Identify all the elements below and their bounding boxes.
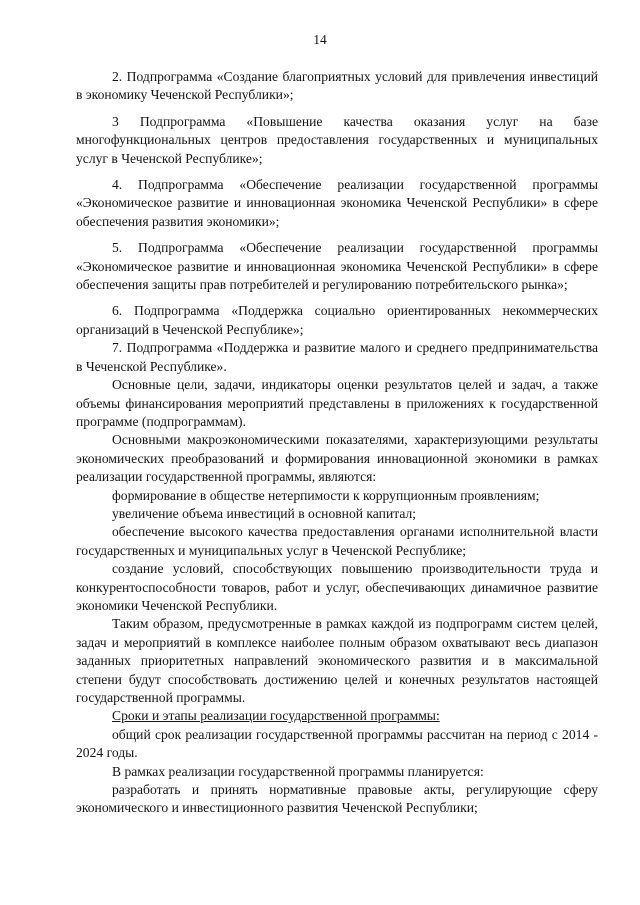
paragraph-conclusion: Таким образом, предусмотренные в рамках каждой из подпрограмм систем целей, задач и мероприятий в комплексе наиболее полным образом охватывают весь диапазон заданных приоритетных направлений экономического развития и в максимальной степени будут способствовать достижению целей и конечных результатов настоящей государственной программы.	[76, 616, 598, 705]
paragraph-subprogram-4: 4. Подпрограмма «Обеспечение реализации государственной программы «Экономическое развитие и инновационная экономика Чеченской Республики» в сфере обеспечения развития экономики»;	[76, 177, 598, 229]
list-item-legal-acts: разработать и принять нормативные правовые акты, регулирующие сферу экономического и инвестиционного развития Чеченской Республики;	[76, 782, 598, 816]
list-item-service-quality: обеспечение высокого качества предоставления органами исполнительной власти государственных и муниципальных услуг в Чеченской Республике;	[76, 524, 598, 558]
paragraph-subprogram-5: 5. Подпрограмма «Обеспечение реализации государственной программы «Экономическое развитие и инновационная экономика Чеченской Республики» в сфере обеспечения защиты прав потребителей и регулированию потребительского рынка»;	[76, 240, 598, 293]
paragraph-subprogram-7: 7. Подпрограмма «Поддержка и развитие малого и среднего предпринимательства в Чеченской Республике».	[76, 340, 598, 374]
section-heading-timeline-text: Сроки и этапы реализации государственной программы:	[112, 708, 440, 724]
paragraph-subprogram-2: 2. Подпрограмма «Создание благоприятных условий для привлечения инвестиций в экономику Чеченской Республики»;	[76, 69, 598, 103]
list-item-anticorruption: формирование в обществе нетерпимости к коррупционным проявлениям;	[112, 487, 540, 503]
page-number: 14	[313, 32, 327, 47]
paragraph-timeline: общий срок реализации государственной программы рассчитан на период с 2014 - 2024 годы.	[76, 726, 598, 761]
paragraph-planned: В рамках реализации государственной программы планируется:	[112, 763, 484, 779]
list-item-productivity: создание условий, способствующих повышению производительности труда и конкурентоспособности товаров, работ и услуг, обеспечивающих динамичное развитие экономики Чеченской Республики.	[76, 561, 598, 613]
paragraph-macro-indicators: Основными макроэкономическими показателями, характеризующими результаты экономических преобразований и формирования инновационной экономики в рамках реализации государственной программы, являются:	[76, 432, 598, 485]
paragraph-main-goals: Основные цели, задачи, индикаторы оценки результатов целей и задач, а также объемы финансирования мероприятий представлены в приложениях к государственной программе (подпрограммам).	[76, 377, 598, 429]
paragraph-subprogram-3: 3 Подпрограмма «Повышение качества оказания услуг на базе многофункциональных центров предоставления государственных и муниципальных услуг в Чеченской Республике»;	[76, 113, 598, 166]
list-item-investment: увеличение объема инвестиций в основной капитал;	[112, 505, 417, 521]
document-body	[76, 68, 598, 818]
section-heading-timeline	[76, 707, 598, 725]
paragraph-subprogram-6: 6. Подпрограмма «Поддержка социально ориентированных некоммерческих организаций в Чеченской Республике»;	[76, 303, 598, 337]
